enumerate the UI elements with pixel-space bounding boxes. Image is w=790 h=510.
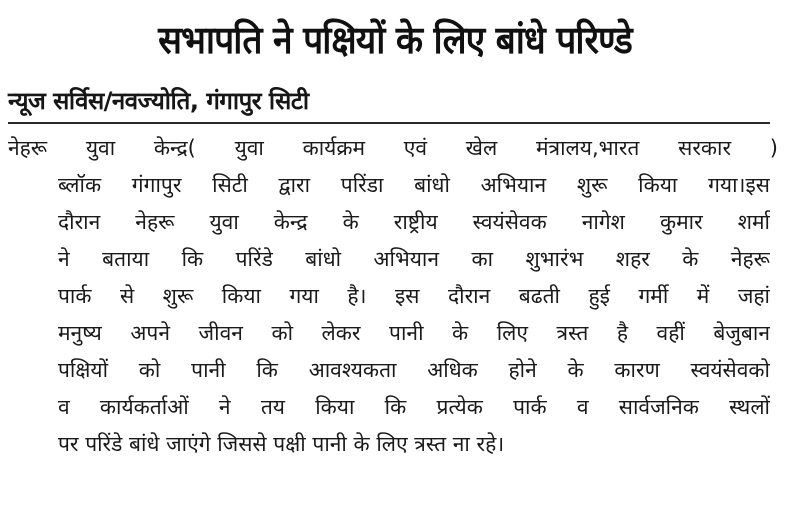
byline: न्यूज सर्विस/नवज्योति, गंगापुर सिटी xyxy=(8,87,309,115)
article-line: पार्क से शुरू किया गया है। इस दौरान बढती हुई गर्मी में जहां xyxy=(58,284,770,308)
headline: सभापति ने पक्षियों के लिए बांधे परिण्डे xyxy=(158,18,632,62)
byline-divider xyxy=(8,122,770,124)
article-line: ब्लॉक गंगापुर सिटी द्वारा परिंडा बांधो अभियान शुरू किया गया।इस xyxy=(58,173,770,197)
article-line: पक्षियों को पानी कि आवश्यकता अधिक होने के कारण स्वयंसेवको xyxy=(58,358,770,382)
article-line: मनुष्य अपने जीवन को लेकर पानी के लिए त्रस्त है वहीं बेजुबान xyxy=(58,321,770,345)
article-line: पर परिंडे बांधे जाएंगे जिससे पक्षी पानी के लिए त्रस्त ना रहे। xyxy=(58,432,505,456)
article-line: दौरान नेहरू युवा केन्द्र के राष्ट्रीय स्वयंसेवक नागेश कुमार शर्मा xyxy=(58,210,770,234)
article-line: व कार्यकर्ताओं ने तय किया कि प्रत्येक पार्क व सार्वजनिक स्थलों xyxy=(58,395,770,419)
article-body xyxy=(8,130,778,463)
article-line: ने बताया कि परिंडे बांधो अभियान का शुभारंभ शहर के नेहरू xyxy=(58,247,770,271)
article-line: नेहरू युवा केन्द्र( युवा कार्यक्रम एवं खेल मंत्रालय,भारत सरकार ) xyxy=(8,136,778,160)
